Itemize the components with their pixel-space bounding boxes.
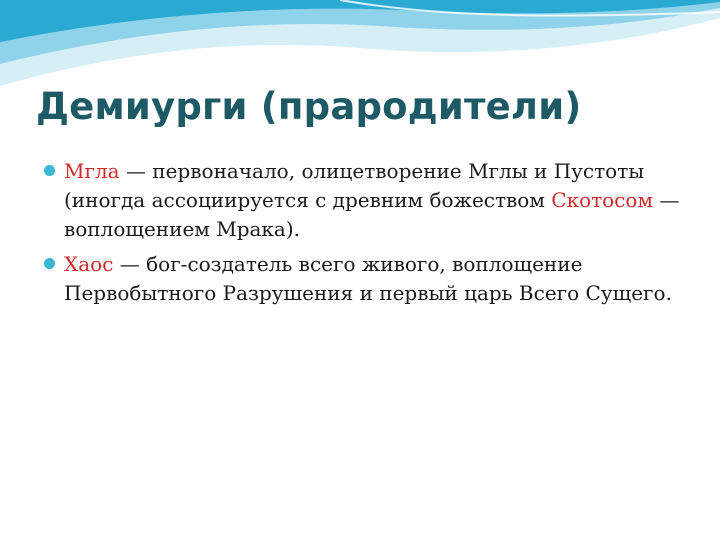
header-wave-decoration — [0, 0, 720, 90]
bullet-text: — воплощением Мрака). — [64, 188, 680, 241]
bullet-list — [40, 157, 690, 314]
term-mgla: Мгла — [64, 159, 120, 183]
bullet-text: — бог-создатель всего живого, воплощение Первобытного Разрушения и первый царь Всего Сущего. — [64, 252, 672, 305]
bullet-item-chaos — [40, 250, 690, 308]
bullet-dot-icon — [44, 258, 55, 269]
bullet-text: — первоначало, олицетворение Мглы и Пустоты (иногда ассоциируется с древним божеством — [64, 159, 645, 212]
bullet-item-mgla — [40, 157, 690, 244]
term-skotos: Скотосом — [551, 188, 654, 212]
slide-title: Демиурги (прародители) — [36, 85, 582, 128]
term-chaos: Хаос — [64, 252, 114, 276]
bullet-dot-icon — [44, 165, 55, 176]
